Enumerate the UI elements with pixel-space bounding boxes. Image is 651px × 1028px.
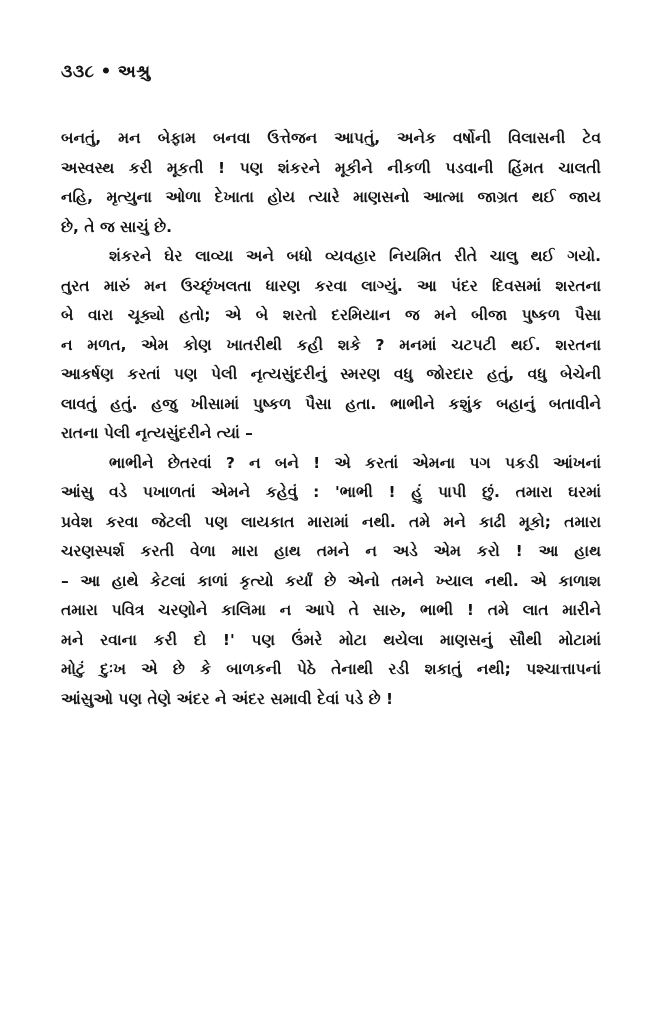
book-title: અશ્રુ [117, 62, 151, 82]
text-line: ચરણસ્પર્શ કરતી વેળા મારા હાથ તમને ન અડે એમ કરો ! આ હાથ [61, 542, 601, 560]
text-line: આંસુઓ પણ તેણે અંદર ને અંદર સમાવી દેવાં પડે છે ! [61, 689, 394, 708]
page-number: ૩૩૮ [61, 62, 95, 82]
text-line: આંસુ વડે પખાળતાં એમને કહેવું : 'ભાભી ! હું પાપી છું. તમારા ઘરમાં [61, 483, 601, 501]
text-line: આકર્ષણ કરતાં પણ પેલી નૃત્યસુંદરીનું સ્મરણ વધુ જોરદાર હતું, વધુ બેચેની [61, 365, 601, 383]
text-line: ભાભીને છેતરવાં ? ન બને ! એ કરતાં એમના પગ પકડી આંખનાં [109, 453, 601, 472]
text-line: તુરત મારું મન ઉચ્છૃંખલતા ધારણ કરવા લાગ્યું. આ પંદર દિવસમાં શરતના [61, 276, 601, 295]
text-line: ન મળત, એમ કોણ ખાતરીથી કહી શકે ? મનમાં ચટપટી થઈ. શરતના [61, 335, 601, 354]
text-line: નહિ, મૃત્યુના ઓળા દેખાતા હોય ત્યારે માણસનો આત્મા જાગ્રત થઈ જાય [61, 188, 601, 206]
text-line: તમારા પવિત્ર ચરણોને કાલિમા ન આપે તે સારુ, ભાભી ! તમે લાત મારીને [61, 601, 601, 619]
text-line: રાતના પેલી નૃત્યસુંદરીને ત્યાં – [61, 424, 253, 442]
text-line: મોટું દુઃખ એ છે કે બાળકની પેઠે તેનાથી રડી શકાતું નથી; પશ્ચાત્તાપનાં [61, 660, 601, 678]
text-line: અસ્વસ્થ કરી મૂકતી ! પણ શંકરને મૂકીને નીકળી પડવાની હિંમત ચાલતી [61, 158, 601, 177]
text-line: લાવતું હતું. હજુ ખીસામાં પુષ્કળ પૈસા હતા. ભાભીને કશુંક બહાનું બતાવીને [61, 394, 601, 413]
text-line: છે, તે જ સાચું છે. [61, 217, 173, 236]
text-line: મને રવાના કરી દો !' પણ ઉંમરે મોટા થયેલા માણસનું સૌથી મોટામાં [61, 630, 601, 649]
text-line: બનતું, મન બેફામ બનવા ઉત્તેજન આપતું, અનેક વર્ષોની વિલાસની ટેવ [61, 129, 601, 147]
body-text [61, 124, 601, 714]
text-line: શંકરને ઘેર લાવ્યા અને બધો વ્યવહાર નિયમિત રીતે ચાલુ થઈ ગયો. [109, 247, 601, 265]
text-line: પ્રવેશ કરવા જેટલી પણ લાયકાત મારામાં નથી. તમે મને કાઢી મૂકો; તમારા [61, 512, 601, 531]
text-line: – આ હાથે કેટલાં કાળાં કૃત્યો કર્યાં છે એનો તમને ખ્યાલ નથી. એ કાળાશ [61, 571, 601, 590]
text-line: બે વારા ચૂક્યો હતો; એ બે શરતો દરમિયાન જ મને બીજા પુષ્કળ પૈસા [61, 306, 601, 324]
page-header [61, 62, 151, 82]
header-separator: • [100, 62, 112, 82]
